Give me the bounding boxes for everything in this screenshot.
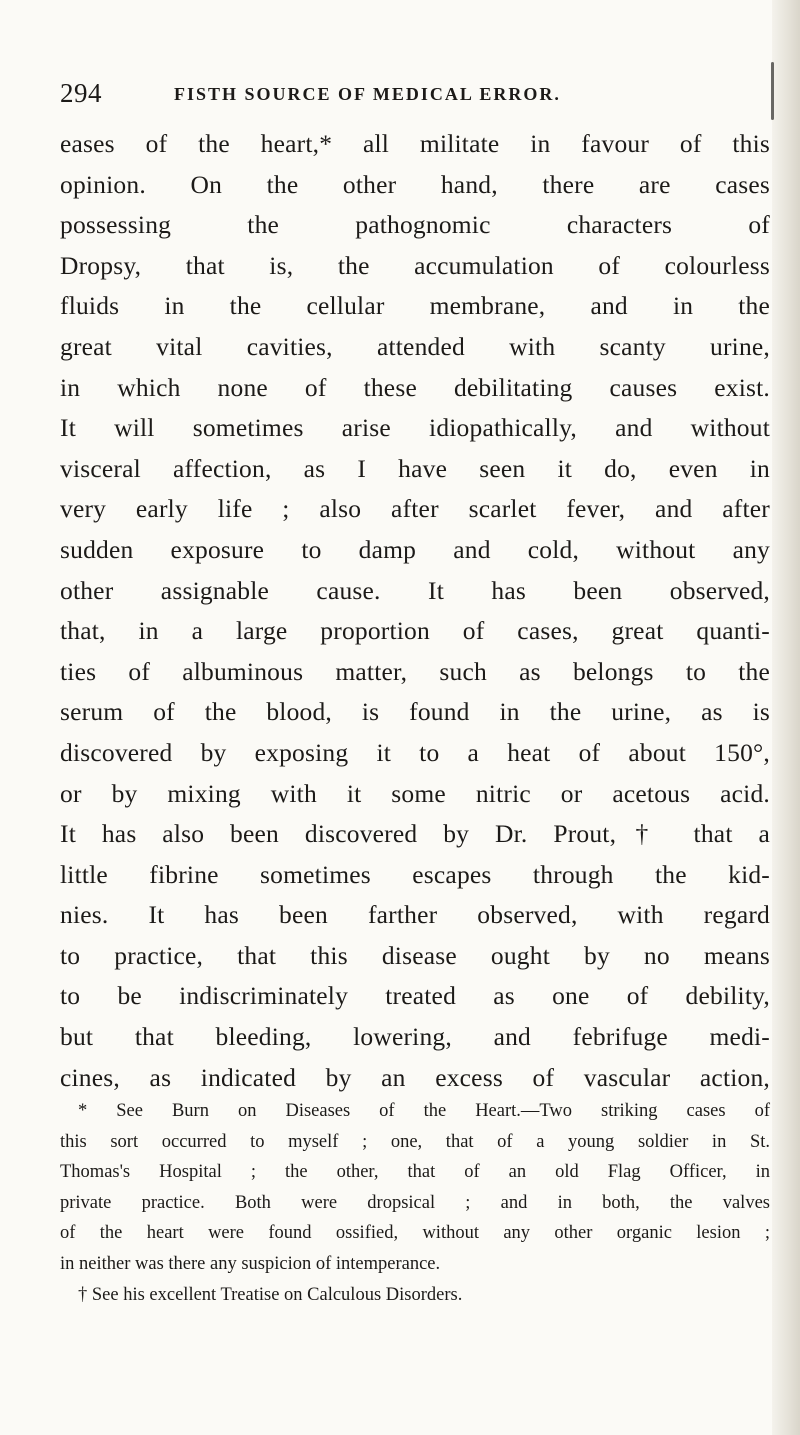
footnote-line: † See his excellent Treatise on Calculous Disorders.: [78, 1284, 463, 1305]
text-line: that, in a large proportion of cases, great quanti-: [60, 616, 770, 646]
footnote-line: * See Burn on Diseases of the Heart.—Two striking cases of: [78, 1101, 770, 1121]
binding-mark: [771, 62, 774, 120]
running-head: FISTH SOURCE OF MEDICAL ERROR.: [174, 84, 561, 104]
body-text: [60, 124, 770, 1098]
text-line: It will sometimes arise idiopathically, and without: [60, 413, 770, 443]
text-line: other assignable cause. It has been observed,: [60, 575, 770, 605]
page-number: 294: [60, 78, 102, 108]
text-line: Dropsy, that is, the accumulation of colourless: [60, 250, 770, 280]
text-line: opinion. On the other hand, there are cases: [60, 169, 770, 199]
text-line: ties of albuminous matter, such as belongs to the: [60, 656, 770, 686]
text-line: great vital cavities, attended with scanty urine,: [60, 331, 770, 361]
text-line: cines, as indicated by an excess of vascular action,: [60, 1062, 770, 1092]
text-line: eases of the heart,* all militate in favour of this: [60, 129, 770, 158]
text-line: visceral affection, as I have seen it do, even in: [60, 453, 770, 483]
footnote-line: in neither was there any suspicion of intemperance.: [60, 1253, 441, 1274]
text-line: serum of the blood, is found in the urine, as is: [60, 697, 770, 727]
text-line: possessing the pathognomic characters of: [60, 210, 770, 240]
footnote-line: of the heart were found ossified, without any other organic lesion ;: [60, 1223, 770, 1244]
footnote-line: Thomas's Hospital ; the other, that of an old Flag Officer, in: [60, 1162, 770, 1183]
text-line: nies. It has been farther observed, with regard: [60, 900, 770, 930]
text-line: It has also been discovered by Dr. Prout,† that a: [60, 819, 770, 849]
text-line: to be indiscriminately treated as one of debility,: [60, 981, 770, 1011]
text-line: sudden exposure to damp and cold, without any: [60, 534, 770, 564]
page-edge-shadow: [772, 0, 800, 1435]
footnote-line: this sort occurred to myself ; one, that of a young soldier in St.: [60, 1131, 770, 1152]
text-line: or by mixing with it some nitric or acetous acid.: [60, 778, 770, 808]
text-line: discovered by exposing it to a heat of about 150°,: [60, 737, 770, 767]
footnote-line: private practice. Both were dropsical ; and in both, the valves: [60, 1192, 770, 1213]
text-line: little fibrine sometimes escapes through the kid-: [60, 859, 770, 889]
footnotes: [60, 1096, 770, 1310]
text-line: to practice, that this disease ought by no means: [60, 940, 770, 970]
text-line: fluids in the cellular membrane, and in the: [60, 291, 770, 321]
page-header: [60, 78, 760, 114]
text-line: very early life ; also after scarlet fever, and after: [60, 494, 770, 524]
text-line: but that bleeding, lowering, and febrifuge medi-: [60, 1022, 770, 1052]
text-line: in which none of these debilitating causes exist.: [60, 372, 770, 402]
